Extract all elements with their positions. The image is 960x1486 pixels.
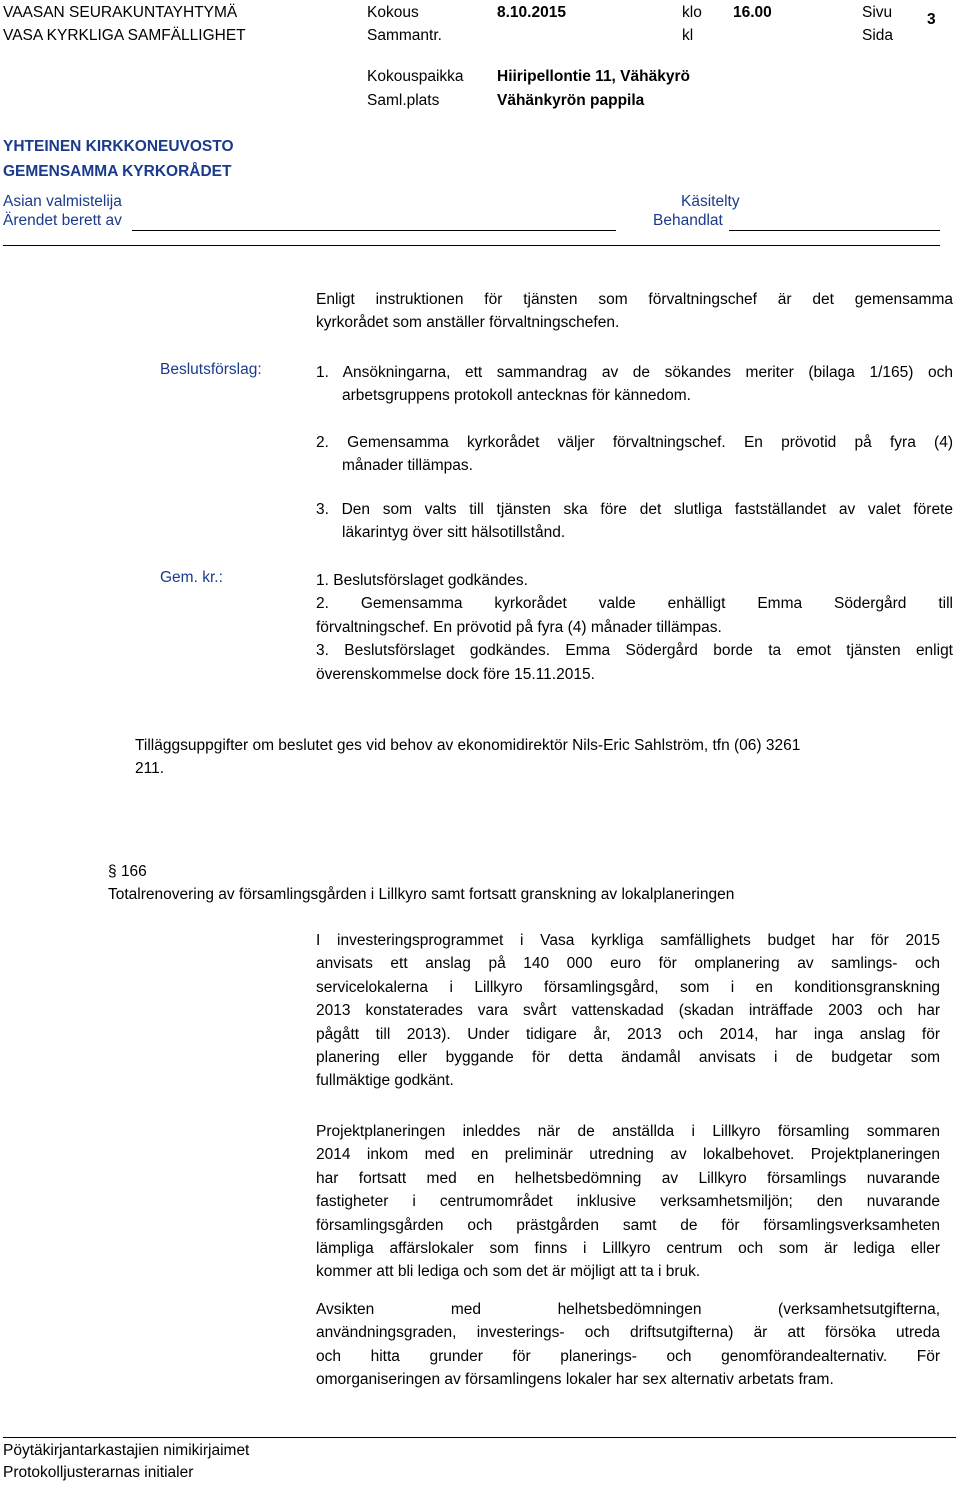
time-label-sv: kl (682, 27, 694, 44)
decision-text: 1. Beslutsförslaget godkändes. 2. Gemensamma kyrkorådet valde enhälligt Emma Södergård till förvaltningschef. En prövotid på fyra (4) månader tillämpas. 3. Beslutsförslaget godkändes. Emma Södergård borde ta emot tjänsten enligt överenskommelse dock före 15.11.2015. (316, 572, 953, 683)
time-label-fi: klo (682, 4, 702, 21)
council-name-fi: YHTEINEN KIRKKONEUVOSTO (3, 138, 234, 155)
paragraph-purpose: Avsikten med helhetsbedömningen (verksamhetsutgifterna, användningsgraden, investerings- och driftsutgifterna) är att försöka utreda och hitta grunder för planerings- och genomförandealternativ. För omorganiseringen av församlingens lokaler har sex alternativ arbetats fram. (316, 1301, 940, 1389)
proposal-item-3: 3. Den som valts till tjänsten ska före det slutliga fastställandet av valet förete läkarintyg över sitt hälsotillstånd. (316, 501, 953, 542)
proposal-item-2: 2. Gemensamma kyrkorådet väljer förvaltningschef. En prövotid på fyra (4) månader tillämpas. (316, 434, 953, 475)
signature-label-fi: Pöytäkirjantarkastajien nimikirjaimet (3, 1442, 250, 1459)
org-name-sv: VASA KYRKLIGA SAMFÄLLIGHET (3, 27, 246, 44)
section-title: Totalrenovering av församlingsgården i Lillkyro samt fortsatt granskning av lokalplaneringen (108, 886, 735, 903)
meeting-label-sv: Sammantr. (367, 27, 442, 44)
place-label-sv: Saml.plats (367, 92, 440, 109)
page-number: 3 (927, 11, 936, 28)
council-name-sv: GEMENSAMMA KYRKORÅDET (3, 163, 232, 180)
section-sign-icon: § (108, 863, 117, 880)
handled-label-fi: Käsitelty (681, 193, 740, 210)
meeting-date: 8.10.2015 (497, 4, 566, 21)
page-label-fi: Sivu (862, 4, 893, 21)
proposal-item-1: 1. Ansökningarna, ett sammandrag av de sökandes meriter (bilaga 1/165) och arbetsgruppens protokoll antecknas för kännedom. (316, 364, 953, 405)
place-name: Vähänkyrön pappila (497, 92, 645, 109)
prepared-by-label-sv: Ärendet berett av (3, 212, 122, 229)
meeting-label-fi: Kokous (367, 4, 419, 21)
handled-label-sv: Behandlat (653, 212, 723, 229)
paragraph-investment: I investeringsprogrammet i Vasa kyrkliga samfällighets budget har för 2015 anvisats ett anslag på 140 000 euro för omplanering av samlings- och servicelokalerna i Lillkyro församlingsgård, som i en konditionsgranskning 2013 konstaterades vara svårt vattenskadad (skadan inträffade 2003 och har pågått till 2013). Under tidigare år, 2013 och 2014, har inga anslag för planering eller byggande för detta ändamål anvisats i de budgetar som fullmäktige godkänt. (316, 932, 940, 1090)
section-number (108, 863, 147, 881)
intro-paragraph: Enligt instruktionen för tjänsten som förvaltningschef är det gemensamma kyrkorådet som anställer förvaltningschefen. (316, 291, 953, 332)
paragraph-project-planning: Projektplaneringen inleddes när de anställda i Lillkyro församling sommaren 2014 inkom med en preliminär utredning av lokalbehovet. Projektplaneringen har fortsatt med en helhetsbedömning av Lillkyro församlings nuvarande fastigheter i centrumområdet inklusive verksamhetsmiljön; den nuvarande församlingsgården och prästgården samt de för församlingsverksamheten lämpliga affärslokaler som finns i Lillkyro centrum och som är lediga eller kommer att bli lediga och som det är möjligt att ta i bruk. (316, 1123, 940, 1281)
additional-info: Tilläggsuppgifter om beslutet ges vid behov av ekonomidirektör Nils-Eric Sahlström, tfn (06) 3261 211. (135, 737, 801, 778)
signature-label-sv: Protokolljusterarnas initialer (3, 1464, 194, 1481)
header-divider (3, 245, 940, 246)
meeting-time: 16.00 (733, 4, 772, 21)
proposal-label: Beslutsförslag: (160, 361, 262, 378)
prepared-by-line (132, 230, 616, 231)
section-number-value: 166 (120, 863, 147, 880)
place-address: Hiiripellontie 11, Vähäkyrö (497, 68, 690, 85)
prepared-by-label-fi: Asian valmistelija (3, 193, 122, 210)
footer-divider (3, 1437, 956, 1438)
place-label-fi: Kokouspaikka (367, 68, 464, 85)
handled-line (729, 230, 940, 231)
org-name-fi: VAASAN SEURAKUNTAYHTYMÄ (3, 4, 238, 21)
page-label-sv: Sida (862, 27, 894, 44)
decision-label: Gem. kr.: (160, 569, 223, 586)
